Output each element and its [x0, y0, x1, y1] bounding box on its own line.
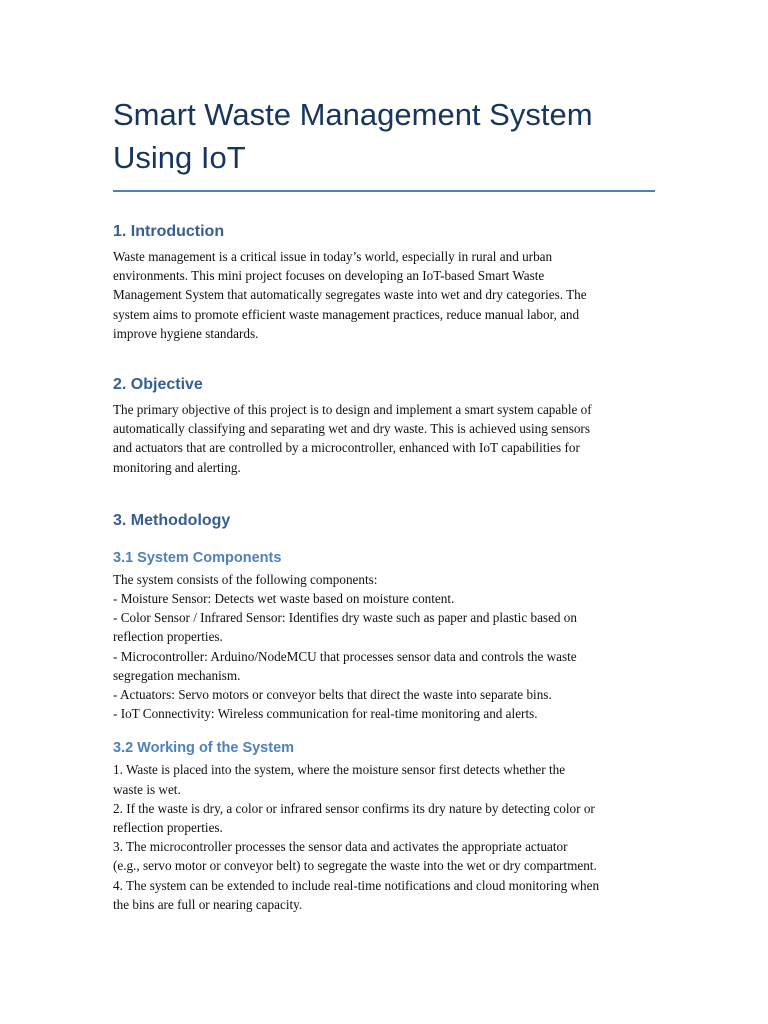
text-line: reflection properties.: [113, 820, 223, 836]
system-components-paragraph: [113, 570, 655, 724]
working-heading: 3.2 Working of the System: [113, 740, 295, 757]
text-line: (e.g., servo motor or conveyor belt) to segregate the waste into the wet or dry compartment.: [113, 858, 597, 874]
text-line: The primary objective of this project is to design and implement a smart system capable of: [113, 402, 592, 418]
text-line: 4. The system can be extended to include real-time notifications and cloud monitoring when: [113, 877, 600, 893]
text-line: - Microcontroller: Arduino/NodeMCU that processes sensor data and controls the waste: [113, 648, 577, 664]
text-line: 1. Waste is placed into the system, where the moisture sensor first detects whether the: [113, 762, 566, 778]
title-line: Using IoT: [113, 140, 246, 175]
text-line: segregation mechanism.: [113, 667, 241, 683]
text-line: - Actuators: Servo motors or conveyor belts that direct the waste into separate bins.: [113, 687, 552, 703]
objective-paragraph: [113, 400, 655, 477]
text-line: reflection properties.: [113, 629, 223, 645]
text-line: 3. The microcontroller processes the sensor data and activates the appropriate actuator: [113, 839, 568, 855]
document-title: [113, 0, 655, 179]
title-line: Smart Waste Management System: [113, 97, 593, 132]
working-paragraph: [113, 760, 655, 914]
document-page: [113, 0, 655, 914]
text-line: waste is wet.: [113, 781, 181, 797]
text-line: Management System that automatically segregates waste into wet and dry categories. The: [113, 287, 587, 303]
text-line: The system consists of the following components:: [113, 571, 378, 587]
introduction-paragraph: [113, 247, 655, 343]
text-line: and actuators that are controlled by a microcontroller, enhanced with IoT capabilities for: [113, 440, 580, 456]
introduction-heading: 1. Introduction: [113, 223, 225, 240]
text-line: the bins are full or nearing capacity.: [113, 896, 303, 912]
text-line: Waste management is a critical issue in today’s world, especially in rural and urban: [113, 249, 553, 264]
text-line: environments. This mini project focuses on developing an IoT-based Smart Waste: [113, 268, 545, 284]
text-line: 2. If the waste is dry, a color or infrared sensor confirms its dry nature by detecting color or: [113, 800, 595, 816]
text-line: system aims to promote efficient waste management practices, reduce manual labor, and: [113, 306, 580, 322]
system-components-heading: 3.1 System Components: [113, 549, 282, 566]
text-line: automatically classifying and separating wet and dry waste. This is achieved using sensors: [113, 421, 590, 437]
text-line: - Moisture Sensor: Detects wet waste based on moisture content.: [113, 591, 455, 607]
text-line: - IoT Connectivity: Wireless communication for real-time monitoring and alerts.: [113, 706, 538, 722]
text-line: improve hygiene standards.: [113, 325, 259, 341]
text-line: monitoring and alerting.: [113, 459, 241, 475]
title-divider: [113, 190, 655, 192]
text-line: - Color Sensor / Infrared Sensor: Identifies dry waste such as paper and plastic based on: [113, 610, 577, 626]
objective-heading: 2. Objective: [113, 376, 203, 394]
methodology-heading: 3. Methodology: [113, 511, 231, 529]
